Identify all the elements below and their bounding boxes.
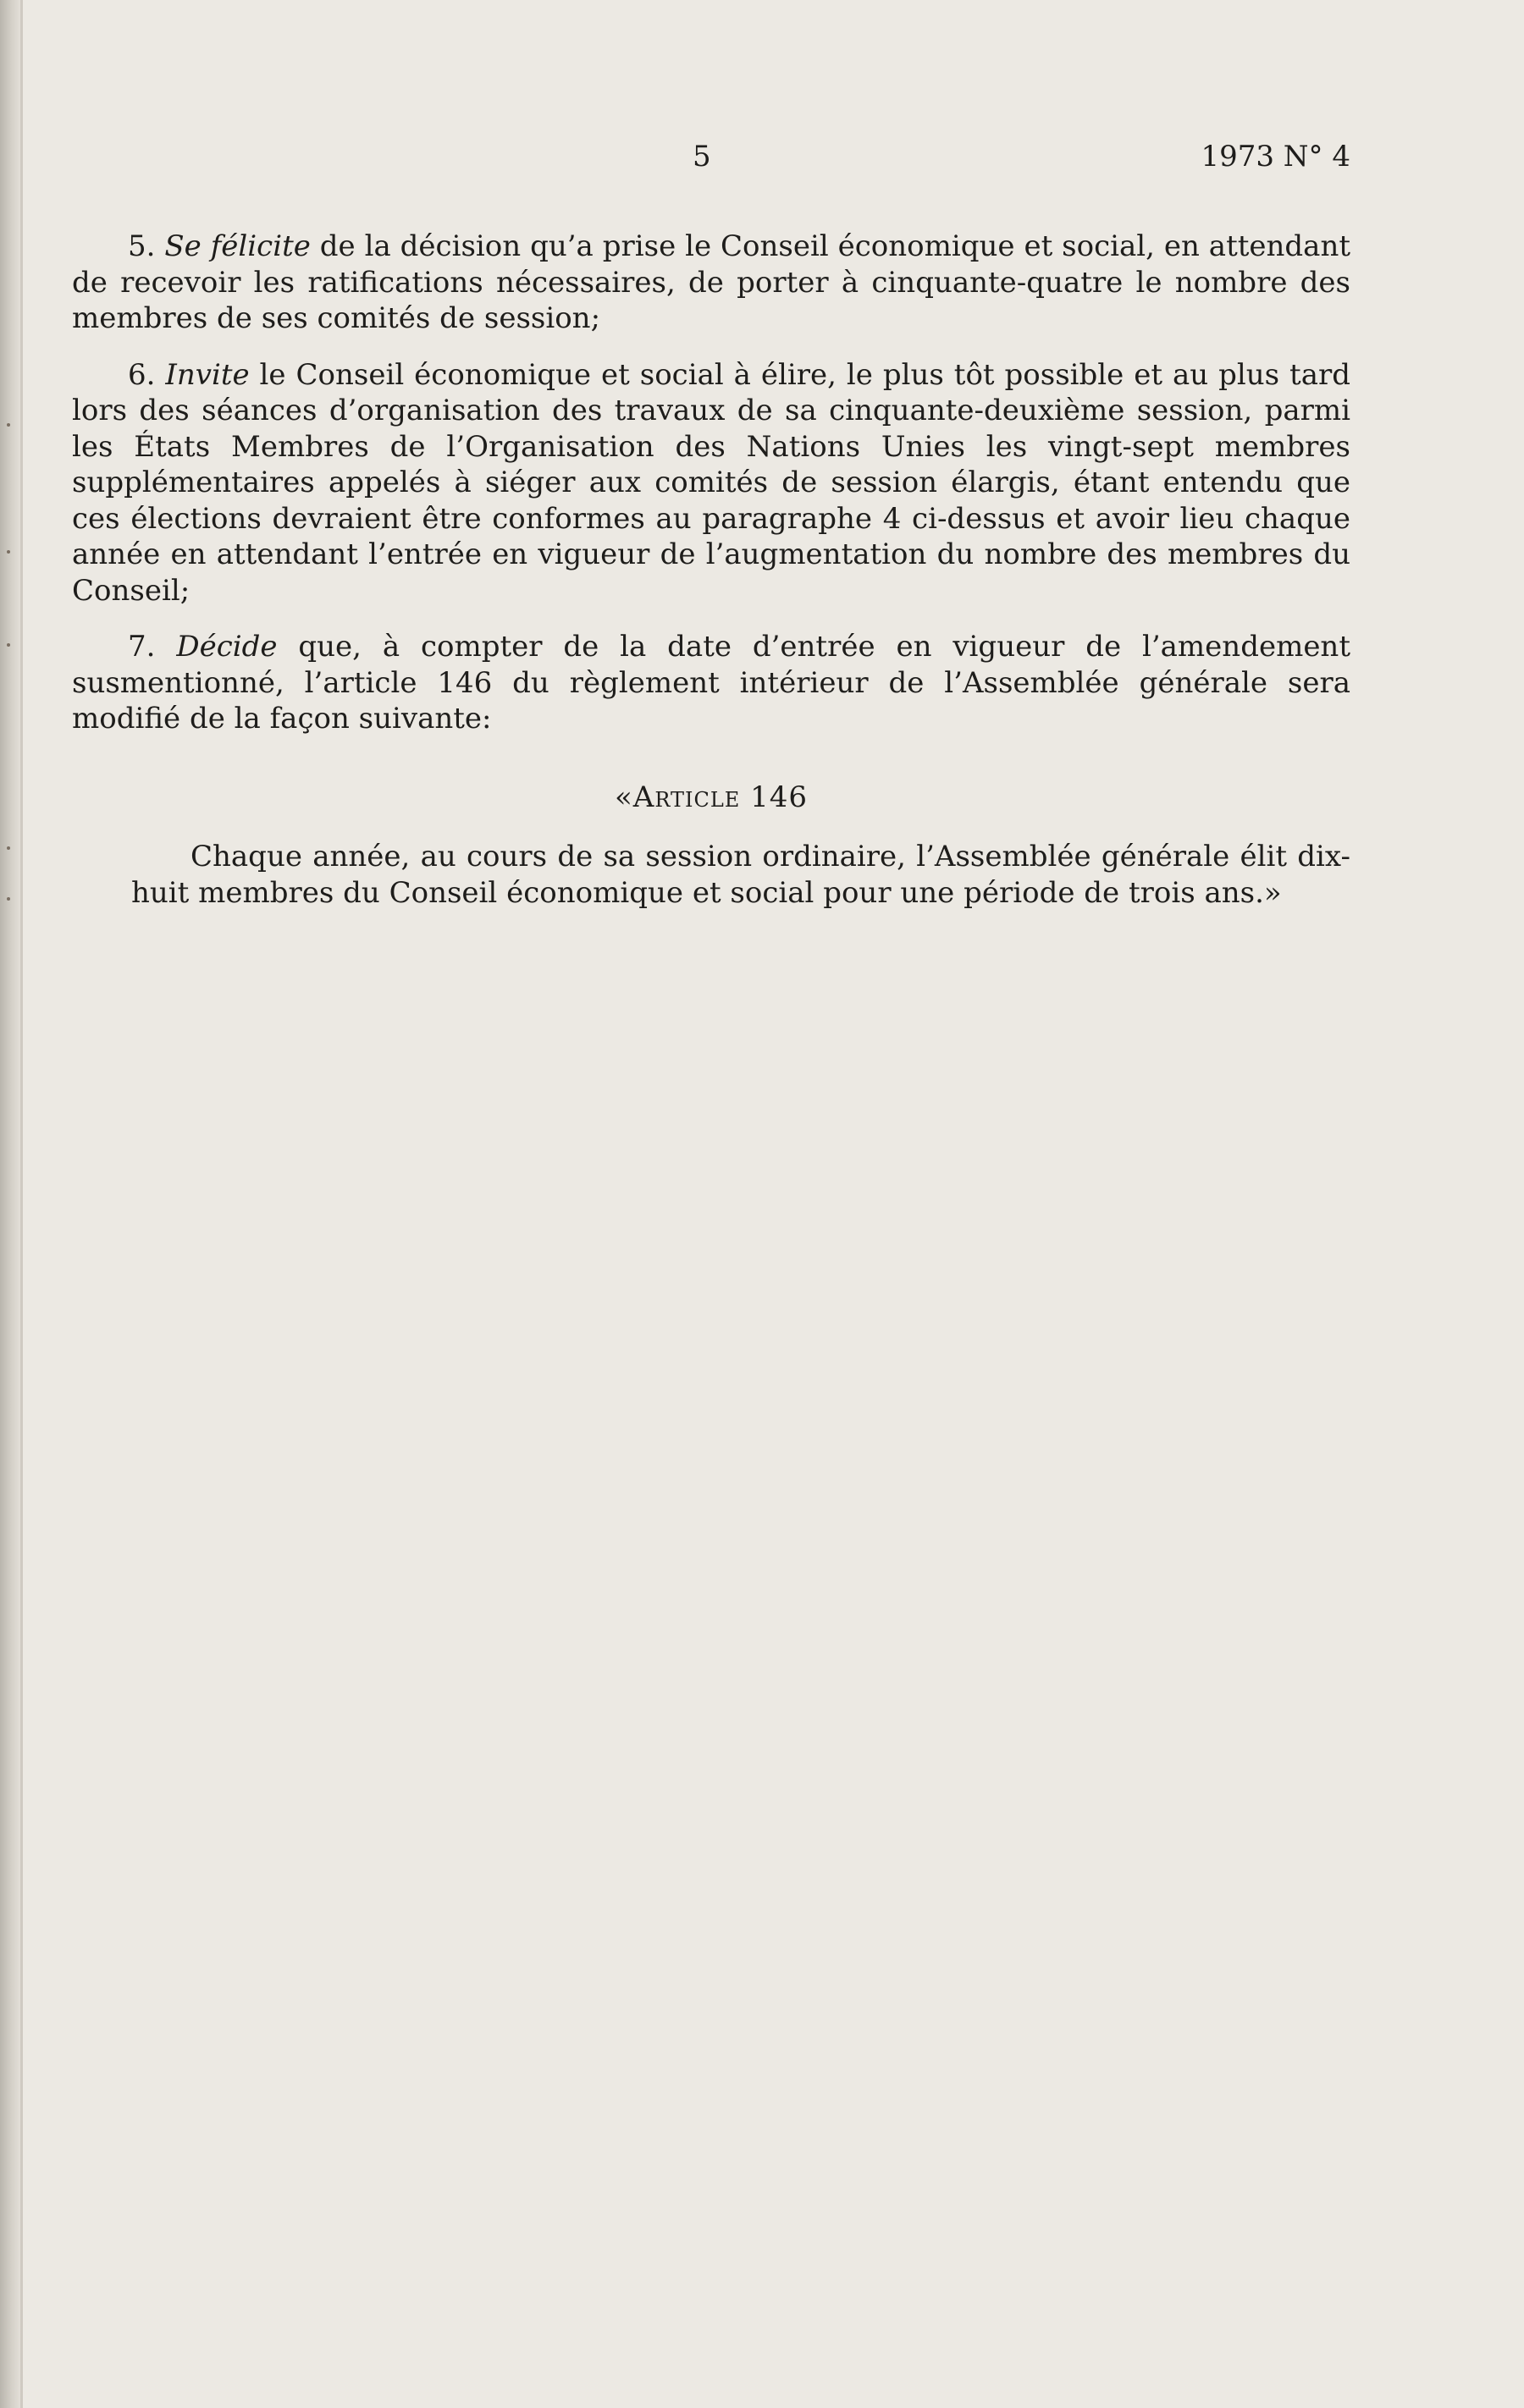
article-heading: «Article 146: [614, 780, 808, 814]
paragraph-number: 6.: [128, 357, 156, 392]
page-header: [0, 135, 1524, 178]
margin-speck: [7, 643, 10, 647]
article-body: Chaque année, au cours de sa session ordinaire, l’Assemblée générale élit dix-huit membres du Conseil économique et social pour une période de trois ans.»: [131, 840, 1350, 910]
paragraph-text: que, à compter de la date d’entrée en vigueur de l’amendement susmentionné, l’article 146 du règlement intérieur de l’Assemblée générale sera modifié de la façon suivante:: [72, 630, 1350, 736]
operative-verb: Décide: [176, 630, 278, 664]
margin-speck: [7, 897, 10, 901]
paragraph-text: de la décision qu’a prise le Conseil économique et social, en attendant de recevoir les ratifications nécessaires, de porter à cinquante-quatre le nombre des membres de ses comités de session;: [72, 229, 1351, 335]
paragraph-6: [72, 357, 1350, 609]
document-body: [72, 229, 1350, 911]
paragraph-5: [72, 229, 1350, 337]
paragraph-number: 5.: [128, 229, 156, 263]
paragraph-7: [72, 629, 1350, 737]
operative-verb: Se félicite: [164, 229, 311, 263]
operative-verb: Invite: [165, 357, 250, 392]
paragraph-text: le Conseil économique et social à élire, le plus tôt possible et au plus tard lors des séances d’organisation des travaux de sa cinquante-deuxième session, parmi les États Membres de l’Organisation des Nations Unies les vingt-sept membres supplémentaires appelés à siéger aux comités de session élargis, étant entendu que ces élections devraient être conformes au paragraphe 4 ci-dessus et avoir lieu chaque année en attendant l’entrée en vigueur de l’augmentation du nombre des membres du Conseil;: [72, 357, 1350, 608]
issue-reference: 1973 N° 4: [1201, 140, 1350, 174]
page-spine-shadow: [0, 0, 22, 2408]
margin-speck: [7, 550, 10, 554]
margin-speck: [7, 423, 10, 427]
page-number: 5: [693, 140, 711, 174]
paragraph-number: 7.: [128, 630, 156, 664]
margin-speck: [7, 846, 10, 850]
